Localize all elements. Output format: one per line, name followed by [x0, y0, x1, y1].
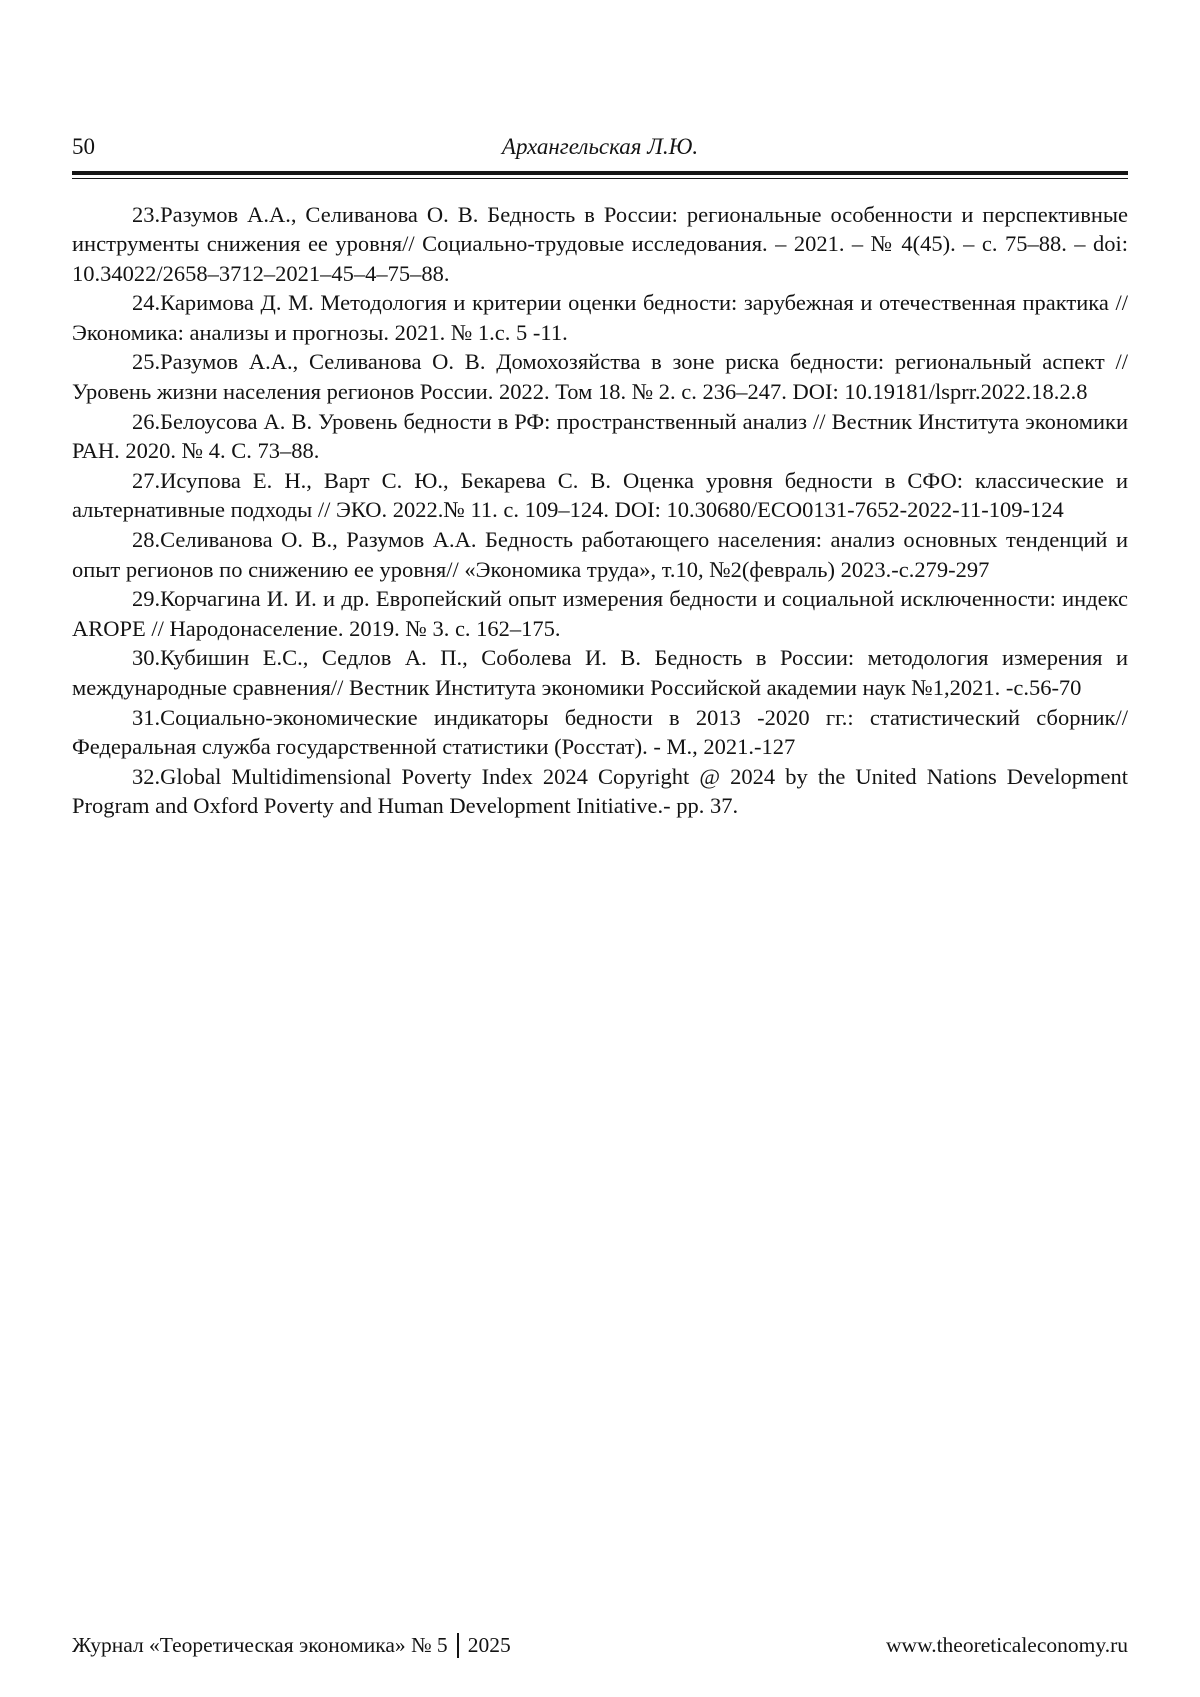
reference-number: 23. — [132, 201, 161, 227]
reference-number: 30. — [132, 645, 161, 671]
footer-journal-block — [72, 1633, 511, 1658]
reference-item — [72, 200, 1128, 289]
reference-text: Белоусова А. В. Уровень бедности в РФ: пространственный анализ // Вестник Института экономики РАН. 2020. № 4. С. 73–88. — [72, 408, 1128, 464]
reference-number: 29. — [132, 586, 161, 612]
running-header — [72, 124, 1128, 158]
running-head-author: Архангельская Л.Ю. — [501, 134, 699, 159]
reference-text: Корчагина И. И. и др. Европейский опыт измерения бедности и социальной исключенности: индекс AROPE // Народонаселение. 2019. № 3. с. 162–175. — [72, 586, 1128, 641]
footer-journal-title: Журнал «Теоретическая экономика» № 5 — [72, 1632, 448, 1657]
reference-number: 24. — [132, 290, 161, 316]
reference-item — [72, 643, 1128, 702]
reference-number: 28. — [132, 527, 161, 553]
reference-item — [72, 584, 1128, 643]
reference-item — [72, 407, 1128, 466]
footer-separator-bar — [457, 1633, 459, 1658]
reference-number: 31. — [132, 704, 161, 730]
reference-item — [72, 525, 1128, 584]
reference-item — [72, 288, 1128, 347]
references-list — [72, 200, 1128, 821]
reference-number: 32. — [132, 763, 161, 789]
reference-text: Каримова Д. М. Методология и критерии оценки бедности: зарубежная и отечественная практика // Экономика: анализы и прогнозы. 2021. № 1.с. 5 -11. — [72, 290, 1128, 345]
reference-text: Разумов А.А., Селиванова О. В. Домохозяйства в зоне риска бедности: региональный аспект // Уровень жизни населения регионов России. 2022. Том 18. № 2. с. 236–247. DOI: 10.19181/lsprr.2022.18.2.8 — [72, 349, 1128, 405]
reference-number: 25. — [132, 349, 161, 375]
reference-item — [72, 703, 1128, 762]
reference-text: Разумов А.А., Селиванова О. В. Бедность в России: региональные особенности и перспективные инструменты снижения ее уровня// Социально-трудовые исследования. – 2021. – № 4(45). – с. 75–88. – doi: 10.34022/2658–3712–2021–45–4–75–88. — [72, 201, 1128, 286]
reference-number: 26. — [132, 408, 161, 434]
reference-text: Global Multidimensional Poverty Index 2024 Copyright @ 2024 by the United Nations Development Program and Oxford Poverty and Human Development Initiative.- pp. 37. — [72, 763, 1128, 819]
reference-number: 27. — [132, 467, 161, 493]
page-content — [72, 0, 1128, 821]
footer-year: 2025 — [467, 1632, 511, 1657]
page-number: 50 — [72, 134, 95, 159]
footer-website: www.theoreticaleconomy.ru — [886, 1632, 1128, 1657]
page-footer — [72, 1633, 1128, 1658]
reference-item — [72, 347, 1128, 406]
reference-item — [72, 762, 1128, 821]
reference-item — [72, 466, 1128, 525]
reference-text: Исупова Е. Н., Варт С. Ю., Бекарева С. В. Оценка уровня бедности в СФО: классические и альтернативные подходы // ЭКО. 2022.№ 11. с. 109–124. DOI: 10.30680/ECO0131-7652-2022-11-109-124 — [72, 467, 1128, 523]
reference-text: Селиванова О. В., Разумов А.А. Бедность работающего населения: анализ основных тенденций и опыт регионов по снижению ее уровня// «Экономика труда», т.10, №2(февраль) 2023.-с.279-297 — [72, 527, 1128, 582]
reference-text: Кубишин Е.С., Седлов А. П., Соболева И. В. Бедность в России: методология измерения и международные сравнения// Вестник Института экономики Российской академии наук №1,2021. -с.56-70 — [72, 645, 1128, 700]
header-rule — [72, 171, 1128, 179]
reference-text: Социально-экономические индикаторы бедности в 2013 -2020 гг.: статистический сборник// Федеральная служба государственной статистики (Росстат). - М., 2021.-127 — [72, 704, 1128, 760]
